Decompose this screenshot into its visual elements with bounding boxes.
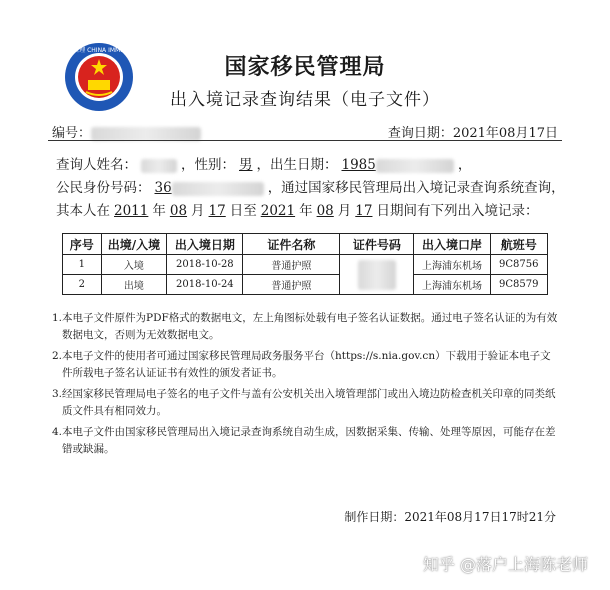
note-item: 3. 经国家移民管理局电子签名的电子文件与盖有公安机关出入境管理部门或出入境边防检查机关印章的同类纸质文件具有相同效力。 xyxy=(52,388,556,417)
header-index: 序号 xyxy=(63,234,102,255)
note-item: 2. 本电子文件的使用者可通过国家移民管理局政务服务平台（https://s.nia.gov.cn）下载用于验证本电子文件所载电子签名认证证书有效性的颁发者证书。 xyxy=(52,350,551,379)
entry-exit-records-table xyxy=(62,233,548,295)
applicant-line-2: 公民身份号码： 36 ，通过国家移民管理局出入境记录查询系统查询， xyxy=(56,180,565,196)
table-row: 1 入境 2018-10-28 普通护照 上海浦东机场 9C8756 xyxy=(63,255,548,275)
note-item: 1. 本电子文件原件为PDF格式的数据电文，左上角图标处载有电子签名认证数据。通过电子签名认证的为有效数据电文，否则为无效数据电文。 xyxy=(52,312,558,341)
name-value xyxy=(137,157,181,173)
document-title: 国家移民管理局 xyxy=(224,54,386,80)
seal-text: 中国移民管理 CHINA IMMIGRATION xyxy=(49,47,149,54)
query-date: 查询日期：2021年08月17日 xyxy=(387,126,558,141)
note-item: 4. 本电子文件由国家移民管理局出入境记录查询系统自动生成，因数据采集、传输、处理等原因，可能存在差错或缺漏。 xyxy=(52,426,556,455)
made-date: 制作日期：2021年08月17日17时21分 xyxy=(344,510,556,524)
header-direction: 出境/入境 xyxy=(101,234,167,255)
notes-section xyxy=(52,310,560,462)
watermark: 知乎 @落户上海陈老师 xyxy=(422,555,588,574)
document-subtitle: 出入境记录查询结果（电子文件） xyxy=(170,90,440,110)
header-port: 出入境口岸 xyxy=(414,234,490,255)
redacted-id xyxy=(172,182,264,196)
birth-value: 1985 xyxy=(338,157,458,173)
header-date: 出入境日期 xyxy=(167,234,243,255)
redacted-birth xyxy=(376,159,454,173)
applicant-line-3: 其本人在 2011 年 08 月 17 日至 2021 年 08 月 17 日期间有下列出入境记录： xyxy=(56,203,539,219)
header-divider xyxy=(48,140,562,141)
header-flight: 航班号 xyxy=(490,234,547,255)
header-document-number: 证件号码 xyxy=(340,234,414,255)
table-header-row xyxy=(63,234,548,255)
meta-row xyxy=(52,122,558,141)
table-row: 2 出境 2018-10-24 普通护照 上海浦东机场 9C8579 xyxy=(63,275,548,295)
redacted-name xyxy=(141,159,177,173)
applicant-line-1: 查询人姓名： ，性别： 男 ，出生日期： 1985 ， xyxy=(56,157,472,173)
document-number: 编号： xyxy=(52,122,201,141)
id-value: 36 xyxy=(151,180,268,196)
redacted-number xyxy=(91,127,201,141)
gender-value: 男 xyxy=(239,157,253,173)
header-document-type: 证件名称 xyxy=(243,234,340,255)
redacted-passport-cell xyxy=(340,255,414,295)
redacted-passport xyxy=(358,260,396,290)
